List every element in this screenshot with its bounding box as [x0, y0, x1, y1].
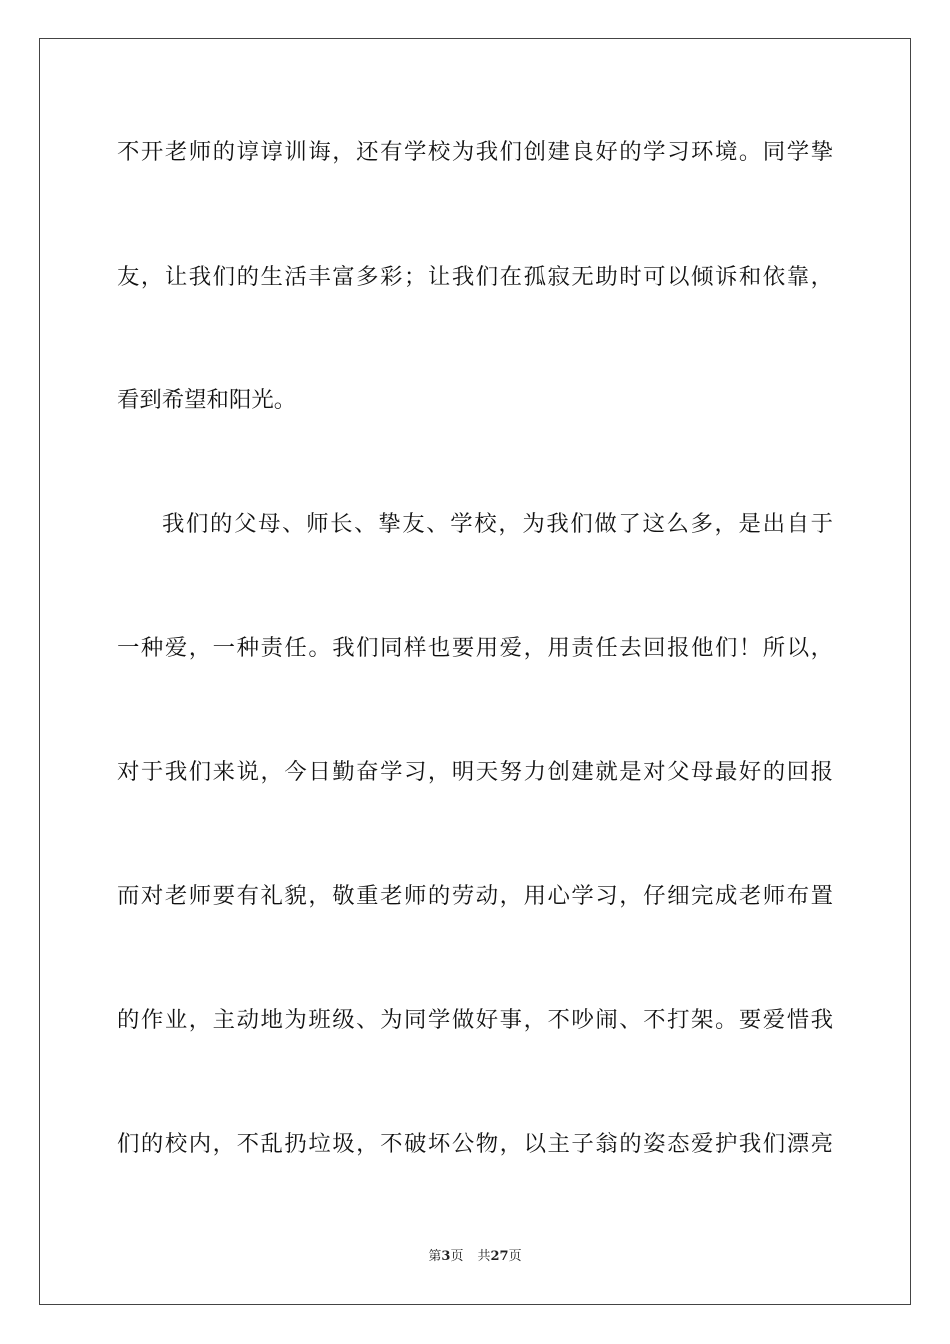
page-prefix: 第: [428, 1249, 442, 1264]
text-line-2: 友，让我们的生活丰富多彩；让我们在孤寂无助时可以倾诉和依靠，: [117, 264, 833, 290]
text-line-9: 们的校内，不乱扔垃圾，不破坏公物，以主子翁的姿态爱护我们漂亮: [117, 1131, 833, 1157]
page-border: [39, 38, 911, 1305]
page-number: 3: [441, 1249, 451, 1264]
page-footer: [0, 1248, 950, 1266]
text-line-8: 的作业，主动地为班级、为同学做好事，不吵闹、不打架。要爱惜我: [117, 1007, 833, 1033]
text-line-5: 一种爱，一种责任。我们同样也要用爱，用责任去回报他们！所以，: [117, 635, 833, 661]
total-pages: 27: [490, 1249, 509, 1264]
text-line-3: 看到希望和阳光。: [117, 387, 297, 413]
page-suffix: 页: [450, 1249, 464, 1264]
text-line-7: 而对老师要有礼貌，敬重老师的劳动，用心学习，仔细完成老师布置: [117, 883, 833, 909]
text-line-1: 不开老师的谆谆训诲，还有学校为我们创建良好的学习环境。同学挚: [117, 139, 833, 165]
text-line-6: 对于我们来说，今日勤奋学习，明天努力创建就是对父母最好的回报: [117, 759, 833, 785]
text-line-4: 我们的父母、师长、挚友、学校，为我们做了这么多，是出自于: [162, 511, 833, 537]
total-suffix: 页: [508, 1249, 522, 1264]
total-prefix: 共: [477, 1249, 491, 1264]
